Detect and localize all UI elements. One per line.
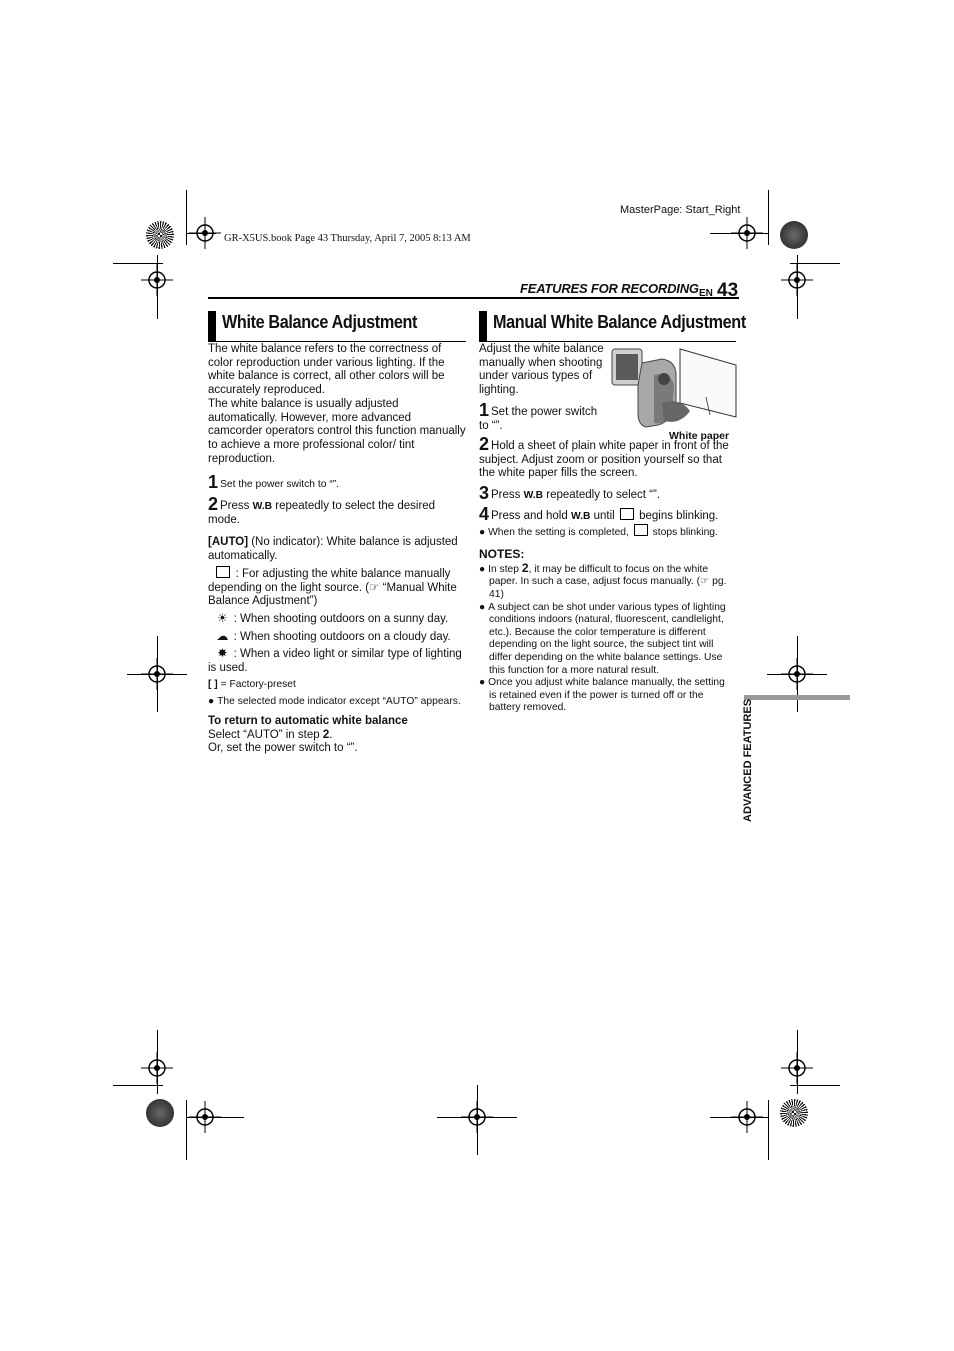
side-tab-label: ADVANCED FEATURES	[742, 698, 754, 822]
factory-preset-note: [ ] = Factory-preset	[208, 678, 296, 690]
book-info: GR-X5US.book Page 43 Thursday, April 7, 2005 8:13 AM	[224, 233, 471, 244]
crop-mark	[186, 233, 216, 234]
step-number: 4	[479, 503, 490, 524]
step-2: 2 Press W.B repeatedly to select the desired mode.	[208, 494, 436, 526]
step-4-bullet: ● When the setting is completed, stops blinking.	[479, 524, 735, 540]
right-step-1: 1 Set the power switch to “”.	[479, 400, 598, 432]
intro-paragraph: The white balance refers to the correctness of color reproduction under various lighting. If the white balance is correct, all other colors will be accurately reproduced.	[208, 343, 445, 397]
note-item: ● In step 2, it may be difficult to focus on the white paper. In such a case, adjust focus manually. (☞ pg. 41)	[479, 560, 727, 600]
camcorder-illustration	[610, 345, 738, 435]
registration-target-icon	[146, 221, 174, 249]
page-number: 43	[717, 280, 739, 301]
crop-mark	[186, 1117, 244, 1118]
heading-bar	[479, 311, 487, 341]
step-3: 3 Press W.B repeatedly to select “”.	[479, 483, 661, 504]
crop-mark	[790, 1085, 840, 1086]
mode-halogen: ✸ : When a video light or similar type of lighting is used.	[208, 646, 462, 675]
crop-mark	[127, 674, 187, 675]
crop-mark	[768, 1100, 769, 1160]
notes-heading: NOTES:	[479, 547, 525, 562]
mode-sunny: ☀ : When shooting outdoors on a sunny day.	[208, 612, 466, 627]
registration-target-icon	[780, 1099, 808, 1127]
step-number: 2	[208, 494, 219, 515]
step-text: Set the power switch to “”.	[220, 479, 340, 491]
heading-bar	[208, 311, 216, 341]
running-head-lang: EN	[699, 288, 713, 299]
step-2: 2 Hold a sheet of plain white paper in front of the subject. Adjust zoom or position yourself so that the white paper fills the screen.	[479, 434, 729, 480]
intro-paragraph: The white balance is usually adjusted automatically. However, more advanced camcorder operators control this function manually to achieve a more professional color/ tint reproduction.	[208, 397, 466, 465]
registration-target-icon	[146, 1099, 174, 1127]
left-column	[208, 343, 466, 756]
crop-mark	[477, 1085, 478, 1155]
section-title: White Balance Adjustment	[222, 312, 418, 332]
right-section-header	[479, 311, 746, 342]
return-line: Or, set the power switch to “”.	[208, 742, 358, 755]
right-intro: Adjust the white balance manually when shooting under various types of lighting.	[479, 343, 604, 397]
note-item: ● A subject can be shot under various types of lighting conditions indoors (natural, fluorescent, candlelight, etc.). Because the color temperature is different depending on the light source, the subject tint will differ depending on the white balance settings. Use this function for a more natural result.	[479, 601, 726, 676]
bullet-note: ● The selected mode indicator except “AUTO” appears.	[208, 696, 461, 708]
manual-wb-icon	[216, 566, 230, 578]
step-number: 3	[479, 483, 490, 504]
right-column	[479, 436, 735, 715]
sun-icon: ☀	[217, 610, 228, 625]
halogen-icon: ✸	[217, 646, 228, 661]
left-section-header	[208, 311, 466, 342]
manual-wb-icon	[620, 508, 634, 520]
crop-mark	[710, 1117, 768, 1118]
crop-mark	[797, 255, 798, 319]
step-1	[208, 474, 466, 492]
running-head-rule	[208, 297, 739, 299]
masterpage-label: MasterPage: Start_Right	[620, 204, 741, 216]
mode-key: [AUTO]	[208, 536, 249, 549]
running-head-section: FEATURES FOR RECORDING	[520, 281, 699, 296]
step-4: 4 Press and hold W.B until begins blinking.	[479, 503, 719, 524]
crop-mark	[767, 674, 827, 675]
step-number: 1	[479, 400, 490, 420]
step-number: 1	[208, 472, 219, 493]
side-tab-bar	[744, 695, 850, 700]
crop-mark	[186, 190, 187, 245]
note-item: ● Once you adjust white balance manually, the setting is retained even if the power is turned off or the battery removed.	[479, 677, 725, 714]
subheading: To return to automatic white balance	[208, 714, 408, 727]
mode-cloudy: ☁ : When shooting outdoors on a cloudy day.	[216, 628, 451, 643]
section-title: Manual White Balance Adjustment	[493, 312, 746, 332]
crop-mark	[768, 190, 769, 245]
mode-manual: : For adjusting the white balance manually depending on the light source. (☞ “Manual White Balance Adjustment”)	[208, 567, 457, 608]
figure-label: White paper	[669, 430, 730, 442]
manual-wb-icon	[634, 524, 648, 536]
crop-mark	[157, 255, 158, 319]
crop-mark	[113, 263, 163, 264]
cloud-icon: ☁	[216, 628, 229, 643]
crop-mark	[113, 1085, 163, 1086]
key-label: W.B	[252, 501, 273, 513]
step-number: 2	[479, 434, 490, 454]
crop-mark	[186, 1100, 187, 1160]
crop-mark	[710, 233, 768, 234]
registration-target-icon	[780, 221, 808, 249]
mode-auto: [AUTO] (No indicator): White balance is adjusted automatically.	[208, 536, 458, 563]
return-line: Select “AUTO” in step 2.	[208, 728, 333, 741]
